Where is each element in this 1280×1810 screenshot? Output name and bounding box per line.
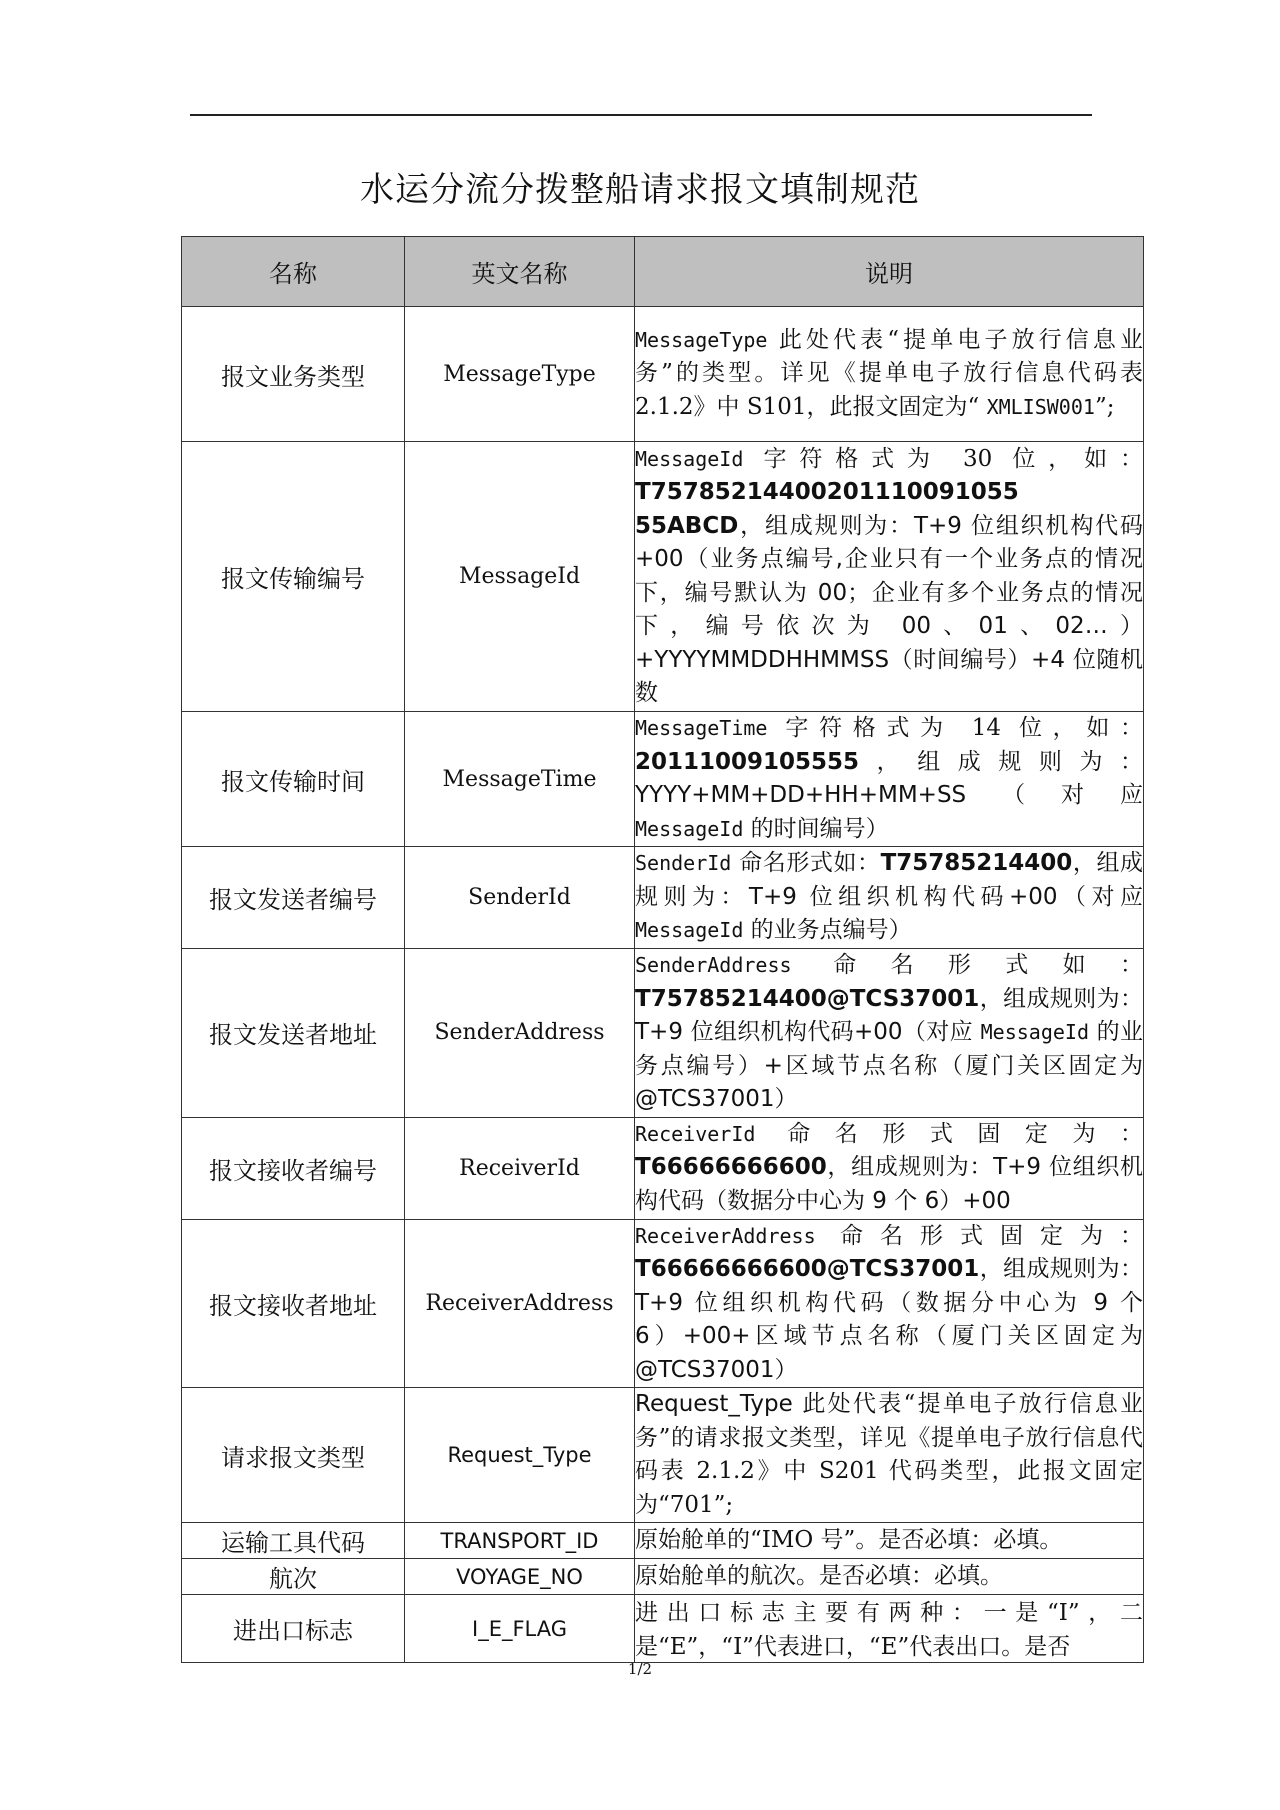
field-english-name: MessageId xyxy=(405,442,635,712)
column-header-english-name: 英文名称 xyxy=(405,237,635,307)
table-row xyxy=(182,1559,1144,1595)
table-row xyxy=(182,1388,1144,1523)
field-description: 原始舱单的航次。是否必填：必填。 xyxy=(635,1559,1144,1595)
table-row xyxy=(182,949,1144,1118)
field-description xyxy=(635,949,1144,1118)
desc-example: T75785214400201110091055​55ABCD xyxy=(635,479,1019,539)
desc-code: Request_Type xyxy=(635,1391,793,1417)
field-english-name: SenderAddress xyxy=(405,949,635,1118)
desc-text: ，组成规则为：T+9 位组织机构代码（数据分中心为 9 个 6）+00 xyxy=(635,1154,1143,1214)
table-row xyxy=(182,1219,1144,1388)
field-name: 请求报文类型 xyxy=(182,1388,405,1523)
desc-text: 的时间编号） xyxy=(743,815,889,842)
field-english-name: MessageTime xyxy=(405,712,635,847)
desc-code: SenderId xyxy=(635,851,732,876)
field-name: 报文接收者地址 xyxy=(182,1219,405,1388)
desc-code: MessageId xyxy=(635,918,744,943)
field-description xyxy=(635,442,1144,712)
column-header-name: 名称 xyxy=(182,237,405,307)
field-name: 报文接收者编号 xyxy=(182,1117,405,1219)
column-header-description: 说明 xyxy=(635,237,1144,307)
desc-example: T75785214400@TCS37001 xyxy=(635,985,980,1012)
desc-code: SenderAddress xyxy=(635,953,792,977)
desc-text: ，组成规则为：T+9 位组织机构代码+00（业务点编号,企业只有一个业务点的情况下，编号默认为 00；企业有多个业务点的情况下，编号依次为 00、01、02…）+YYYYMMDDHHMMSS（时间编号）+4 位随机数 xyxy=(635,512,1143,706)
field-description xyxy=(635,712,1144,847)
desc-example: T66666666600 xyxy=(635,1154,827,1181)
field-english-name: TRANSPORT_ID xyxy=(405,1523,635,1559)
desc-text: 的业务点编号）+区域节点名称（厦门关区固定为@TCS37001） xyxy=(635,1019,1144,1112)
field-english-name: VOYAGE_NO xyxy=(405,1559,635,1595)
table-row xyxy=(182,1595,1144,1663)
table-row xyxy=(182,442,1144,712)
field-description xyxy=(635,1595,1144,1663)
desc-text: 字符格式为 30 位，如： xyxy=(743,445,1143,472)
desc-code: MessageTime xyxy=(635,716,768,740)
field-name: 报文传输时间 xyxy=(182,712,405,847)
page-number: 1/2 xyxy=(627,1660,653,1678)
desc-code: MessageId xyxy=(635,816,744,841)
desc-text: ，组成规则为：T+9 位组织机构代码（数据分中心为 9 个 6）+00+区域节点名称（厦门关区固定为@TCS37001） xyxy=(635,1256,1143,1383)
desc-text: ”; xyxy=(1094,393,1115,420)
table-row xyxy=(182,712,1144,847)
table-row xyxy=(182,1117,1144,1219)
field-description xyxy=(635,847,1144,949)
document-title: 水运分流分拨整船请求报文填制规范 xyxy=(360,170,920,210)
desc-text: 命名形式固定为： xyxy=(815,1222,1143,1249)
field-name: 运输工具代码 xyxy=(182,1523,405,1559)
field-english-name: MessageType xyxy=(405,307,635,442)
table-row xyxy=(182,307,1144,442)
field-description xyxy=(635,1388,1144,1523)
header-rule xyxy=(190,114,1092,116)
field-english-name: I_E_FLAG xyxy=(405,1595,635,1663)
desc-text: ，组成规则为：YYYY+MM+DD+HH+MM+SS（对应 xyxy=(635,748,1143,808)
field-description xyxy=(635,1219,1144,1388)
desc-text: 命名形式固定为： xyxy=(755,1120,1143,1147)
desc-text: 进出口标志主要有两种：一是“I”，二是“E”，“I”代表进口，“E”代表出口。是否 xyxy=(635,1600,1143,1660)
desc-text: 字符格式为 14 位，如： xyxy=(767,715,1143,741)
field-name: 航次 xyxy=(182,1559,405,1595)
desc-code: MessageId xyxy=(635,446,744,471)
field-description xyxy=(635,307,1144,442)
table-row xyxy=(182,1523,1144,1559)
desc-code: MessageId xyxy=(980,1020,1089,1044)
desc-code: ReceiverId xyxy=(635,1121,756,1146)
desc-text: 此处代表“提单电子放行信息业务”的请求报文类型，详见《提单电子放行信息代码表 2.1.2》中 S201 代码类型，此报文固定为“701”; xyxy=(635,1391,1143,1518)
desc-example: 20111009105555 xyxy=(635,748,860,775)
field-name: 报文发送者编号 xyxy=(182,847,405,949)
desc-example: T66666666600@TCS37001 xyxy=(635,1256,980,1282)
table-header-row xyxy=(182,237,1144,307)
desc-text: 的业务点编号） xyxy=(743,917,912,944)
desc-value: XMLISW001 xyxy=(986,394,1095,419)
desc-text: ，组成规则为：T+9 位组织机构代码+00（对应 xyxy=(635,985,1143,1045)
spec-table xyxy=(181,236,1144,1663)
field-name: 报文传输编号 xyxy=(182,442,405,712)
field-name: 报文发送者地址 xyxy=(182,949,405,1118)
field-english-name: ReceiverId xyxy=(405,1117,635,1219)
field-name: 报文业务类型 xyxy=(182,307,405,442)
field-description: 原始舱单的“IMO 号”。是否必填：必填。 xyxy=(635,1523,1144,1559)
desc-code: MessageType xyxy=(635,327,768,352)
desc-example: T75785214400 xyxy=(880,850,1073,877)
field-english-name: SenderId xyxy=(405,847,635,949)
field-name: 进出口标志 xyxy=(182,1595,405,1663)
field-english-name: ReceiverAddress xyxy=(405,1219,635,1388)
field-english-name: Request_Type xyxy=(405,1388,635,1523)
desc-text: ，组成规则为：T+9 位组织机构代码+00（对应 xyxy=(635,850,1143,910)
desc-code: ReceiverAddress xyxy=(635,1223,816,1248)
desc-text: 命名形式如： xyxy=(731,850,881,877)
table-row xyxy=(182,847,1144,949)
desc-text: 命名形式如： xyxy=(791,952,1143,978)
desc-text: 此处代表“提单电子放行信息业务”的类型。详见《提单电子放行信息代码表 2.1.2》中 S101，此报文固定为“ xyxy=(635,326,1143,420)
field-description xyxy=(635,1117,1144,1219)
